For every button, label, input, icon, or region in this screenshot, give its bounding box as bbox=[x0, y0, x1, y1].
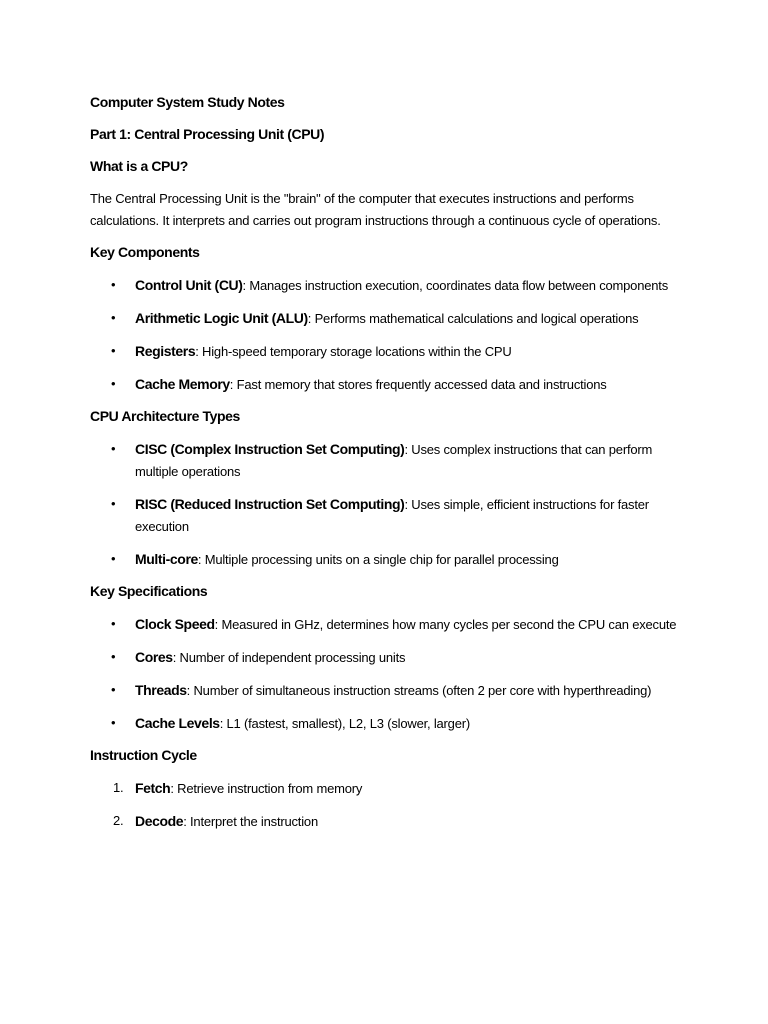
bullet-icon: • bbox=[111, 715, 116, 730]
list-item-number: 2. bbox=[113, 813, 124, 828]
list-item bbox=[90, 777, 690, 800]
bullet-icon: • bbox=[111, 616, 116, 631]
list-item-term: Decode bbox=[135, 813, 184, 829]
list-item-desc: : Number of independent processing units bbox=[172, 650, 406, 665]
list-item-term: RISC (Reduced Instruction Set Computing) bbox=[135, 496, 405, 512]
bullet-icon: • bbox=[111, 496, 116, 511]
list-item bbox=[90, 613, 690, 636]
list-item bbox=[90, 810, 690, 833]
list-item bbox=[90, 373, 690, 396]
section-heading-what-is-cpu: What is a CPU? bbox=[90, 158, 188, 174]
list-item-desc: : L1 (fastest, smallest), L2, L3 (slower, larger) bbox=[219, 716, 470, 731]
section-heading-instruction-cycle: Instruction Cycle bbox=[90, 747, 197, 763]
document-page bbox=[90, 92, 690, 843]
architecture-types-list bbox=[90, 438, 690, 571]
bullet-icon: • bbox=[111, 277, 116, 292]
list-item-desc: : Uses complex instructions that can perform multiple operations bbox=[135, 442, 653, 479]
bullet-icon: • bbox=[111, 310, 116, 325]
intro-paragraph: The Central Processing Unit is the "brain" of the computer that executes instructions and performs calculations. It interprets and carries out program instructions through a continuous cycle of operations. bbox=[90, 191, 661, 228]
list-item-term: Registers bbox=[135, 343, 196, 359]
list-item-desc: : Fast memory that stores frequently accessed data and instructions bbox=[229, 377, 607, 392]
list-item bbox=[90, 493, 690, 538]
list-item bbox=[90, 438, 690, 483]
list-item-desc: : Retrieve instruction from memory bbox=[170, 781, 363, 796]
list-item-term: Cache Memory bbox=[135, 376, 230, 392]
list-item-number: 1. bbox=[113, 780, 124, 795]
list-item-term: Cores bbox=[135, 649, 173, 665]
list-item bbox=[90, 340, 690, 363]
section-heading-architecture-types: CPU Architecture Types bbox=[90, 408, 240, 424]
part-heading: Part 1: Central Processing Unit (CPU) bbox=[90, 126, 325, 142]
list-item-desc: : Multiple processing units on a single chip for parallel processing bbox=[197, 552, 559, 567]
list-item-term: Control Unit (CU) bbox=[135, 277, 243, 293]
bullet-icon: • bbox=[111, 551, 116, 566]
list-item bbox=[90, 307, 690, 330]
bullet-icon: • bbox=[111, 343, 116, 358]
section-heading-key-specifications: Key Specifications bbox=[90, 583, 208, 599]
list-item-term: Fetch bbox=[135, 780, 171, 796]
list-item-term: Cache Levels bbox=[135, 715, 220, 731]
section-heading-key-components: Key Components bbox=[90, 244, 200, 260]
list-item-term: Arithmetic Logic Unit (ALU) bbox=[135, 310, 308, 326]
bullet-icon: • bbox=[111, 376, 116, 391]
list-item-desc: : Interpret the instruction bbox=[183, 814, 318, 829]
list-item-term: Clock Speed bbox=[135, 616, 215, 632]
list-item-desc: : Number of simultaneous instruction streams (often 2 per core with hyperthreading) bbox=[186, 683, 652, 698]
list-item-term: CISC (Complex Instruction Set Computing) bbox=[135, 441, 405, 457]
list-item bbox=[90, 548, 690, 571]
list-item-desc: : Manages instruction execution, coordinates data flow between components bbox=[242, 278, 669, 293]
list-item bbox=[90, 646, 690, 669]
document-title: Computer System Study Notes bbox=[90, 94, 285, 110]
list-item-desc: : Performs mathematical calculations and logical operations bbox=[307, 311, 639, 326]
bullet-icon: • bbox=[111, 649, 116, 664]
list-item-desc: : High-speed temporary storage locations within the CPU bbox=[195, 344, 512, 359]
key-specifications-list bbox=[90, 613, 690, 735]
list-item-term: Threads bbox=[135, 682, 187, 698]
key-components-list bbox=[90, 274, 690, 396]
list-item bbox=[90, 712, 690, 735]
bullet-icon: • bbox=[111, 682, 116, 697]
bullet-icon: • bbox=[111, 441, 116, 456]
list-item-desc: : Measured in GHz, determines how many cycles per second the CPU can execute bbox=[214, 617, 677, 632]
list-item-term: Multi-core bbox=[135, 551, 198, 567]
list-item-desc: : Uses simple, efficient instructions for faster execution bbox=[135, 497, 649, 534]
list-item bbox=[90, 679, 690, 702]
instruction-cycle-list bbox=[90, 777, 690, 833]
list-item bbox=[90, 274, 690, 297]
